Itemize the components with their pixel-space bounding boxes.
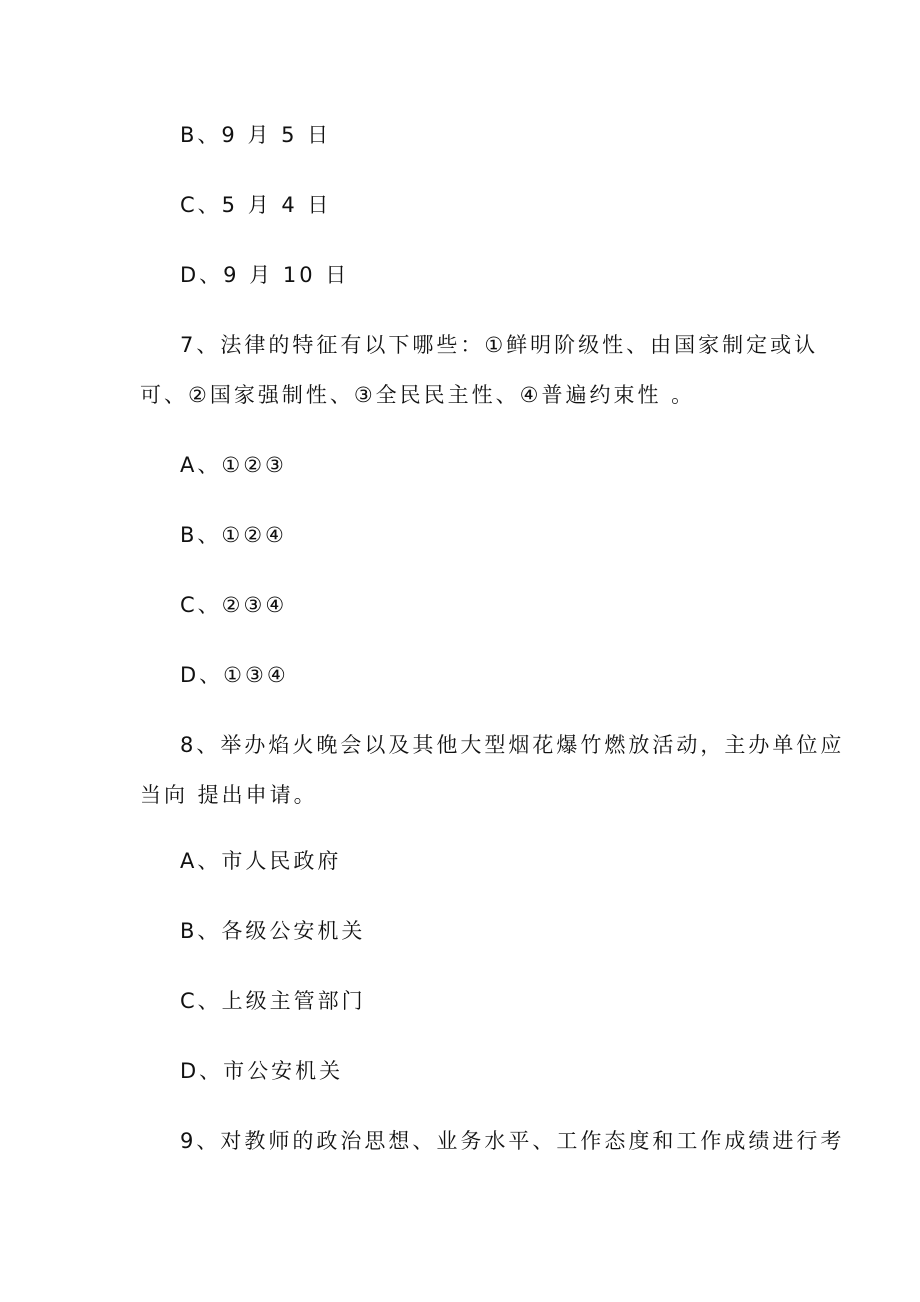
q8-option-b: B、各级公安机关 xyxy=(180,919,366,943)
q7-option-d: D、①③④ xyxy=(180,663,289,687)
q8-option-c: C、上级主管部门 xyxy=(180,989,366,1013)
q7-stem-line1: 7、法律的特征有以下哪些：①鲜明阶级性、由国家制定或认 xyxy=(180,333,819,357)
q8-stem-line1: 8、举办焰火晚会以及其他大型烟花爆竹燃放活动，主办单位应 xyxy=(180,733,845,757)
q7-option-c: C、②③④ xyxy=(180,593,288,617)
q9-stem-line1: 9、对教师的政治思想、业务水平、工作态度和工作成绩进行考 xyxy=(180,1129,845,1153)
q7-option-a: A、①②③ xyxy=(180,453,287,477)
q6-option-b: B、9 月 5 日 xyxy=(180,123,332,147)
q7-option-b: B、①②④ xyxy=(180,523,287,547)
q7-stem-line2: 可、②国家强制性、③全民民主性、④普遍约束性 。 xyxy=(140,383,696,407)
q6-option-c: C、5 月 4 日 xyxy=(180,193,332,217)
q6-option-d: D、9 月 10 日 xyxy=(180,263,350,287)
q8-option-a: A、市人民政府 xyxy=(180,849,342,873)
q8-option-d: D、市公安机关 xyxy=(180,1059,344,1083)
q8-stem-line2: 当向 提出申请。 xyxy=(140,783,318,807)
